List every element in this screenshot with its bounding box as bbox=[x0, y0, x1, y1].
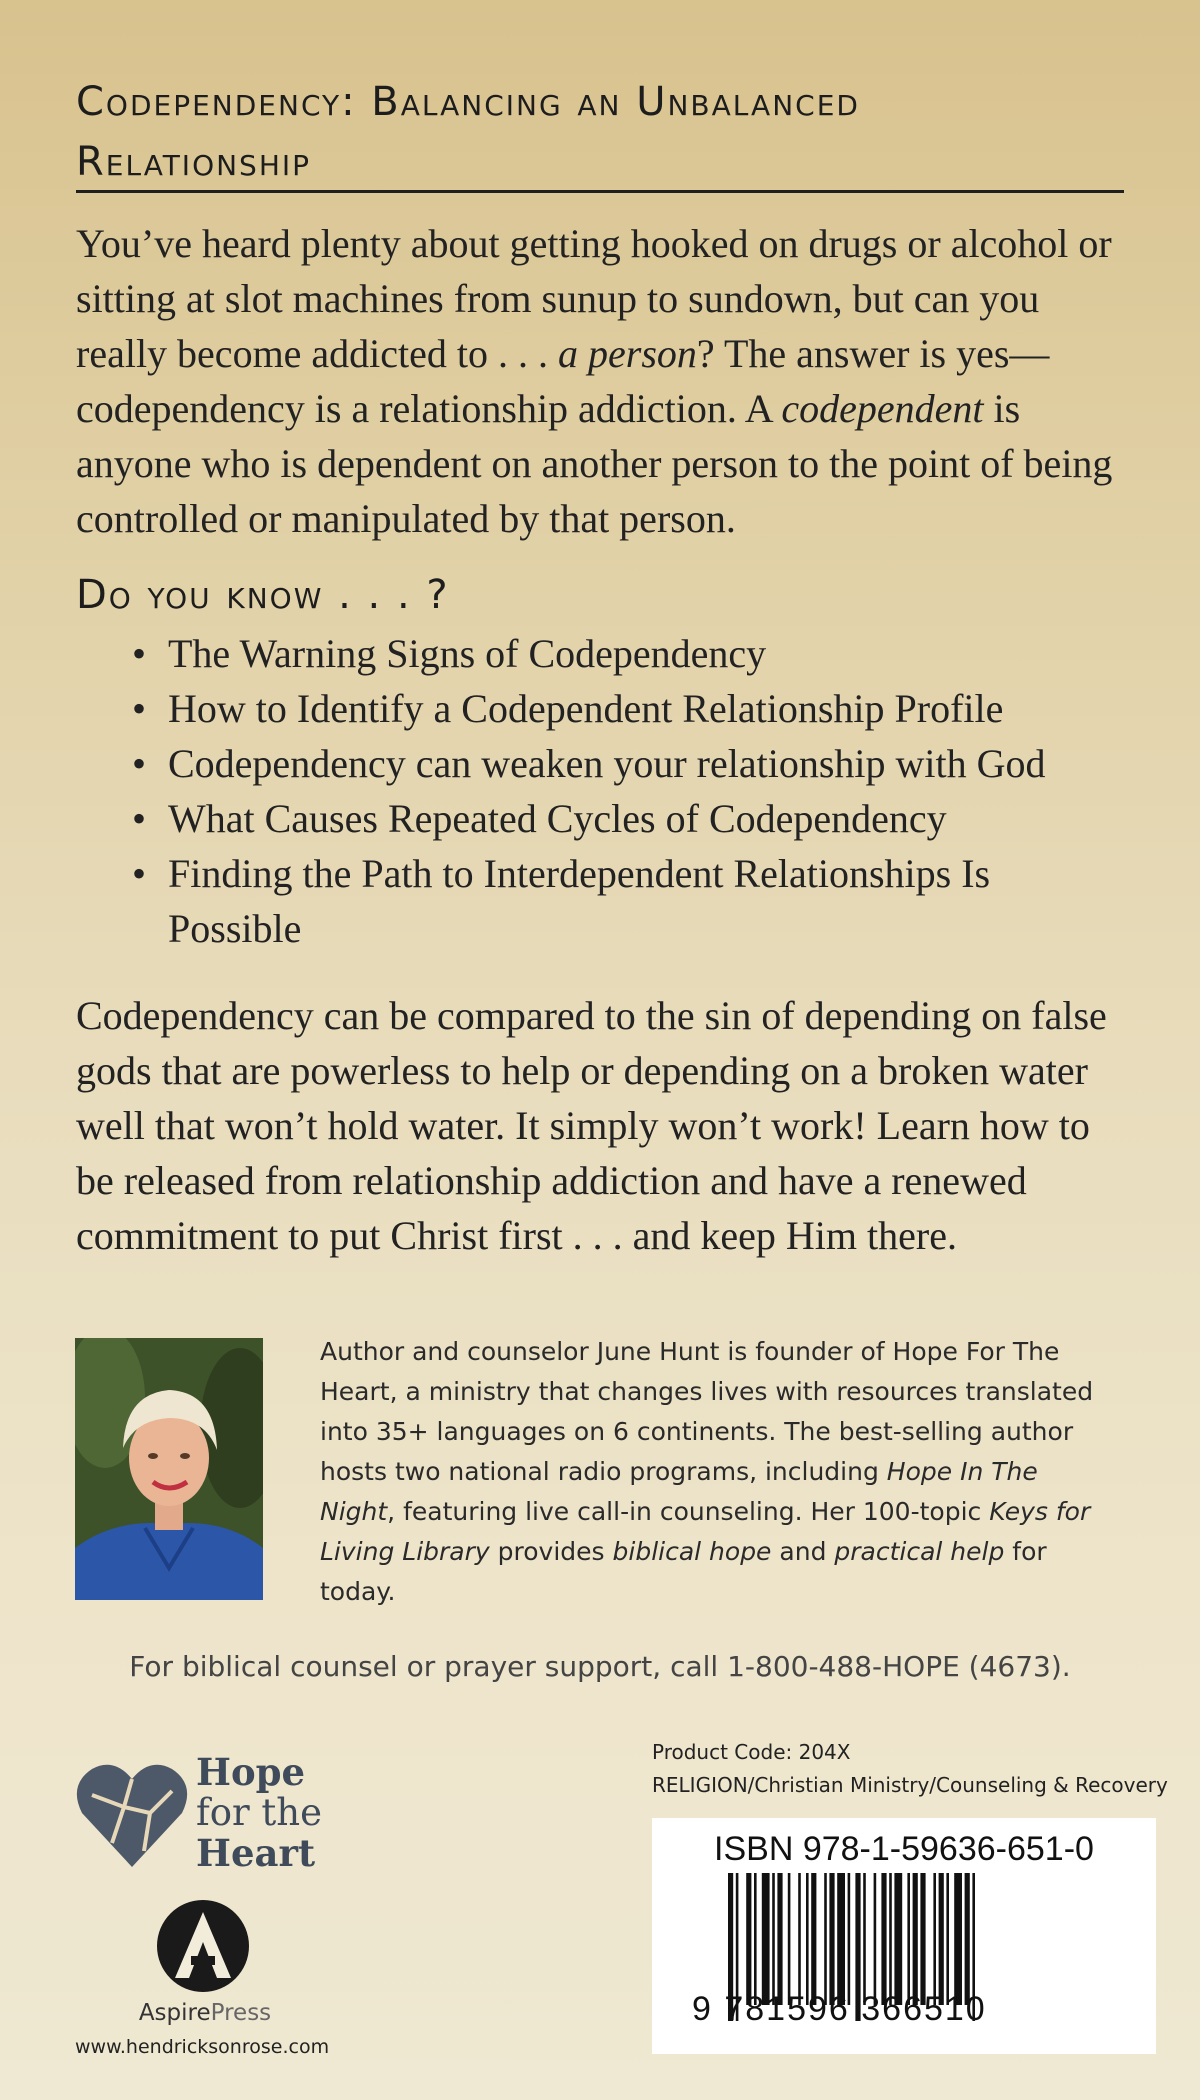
barcode-bar bbox=[965, 1873, 970, 2005]
barcode-bar bbox=[746, 1873, 751, 2005]
barcode-bar bbox=[798, 1873, 801, 2005]
barcode-bar bbox=[881, 1873, 886, 2005]
list-item: • Codependency can weaken your relationship with God bbox=[128, 736, 1168, 791]
barcode-panel bbox=[652, 1818, 1156, 2054]
heart-logo-icon bbox=[72, 1755, 192, 1875]
book-title-line1: Codependency: Balancing an Unbalanced bbox=[76, 79, 860, 125]
product-info bbox=[652, 1736, 1168, 1802]
barcode-digits: 9 781596 366510 bbox=[692, 1990, 987, 2028]
intro-text-3: is anyone who is dependent on another person to the point of being controlled or manipulated by that person. bbox=[76, 386, 1113, 541]
list-item: • What Causes Repeated Cycles of Codependency bbox=[128, 791, 1168, 846]
barcode-bar bbox=[777, 1873, 782, 2005]
intro-italic-1: a person bbox=[558, 331, 697, 376]
barcode-bar bbox=[762, 1873, 770, 2005]
product-code: Product Code: 204X bbox=[652, 1740, 851, 1764]
intro-text-1: You’ve heard plenty about getting hooked on drugs or alcohol or sitting at slot machines from sunup to sundown, but can you really become addicted to . . . bbox=[76, 221, 1112, 376]
barcode-bar bbox=[946, 1873, 949, 2005]
barcode-bar bbox=[933, 1873, 936, 2005]
product-category: RELIGION/Christian Ministry/Counseling & Recovery bbox=[652, 1773, 1168, 1797]
barcode-bar bbox=[920, 1873, 925, 2005]
barcode-bar bbox=[874, 1873, 877, 2005]
barcode-bar bbox=[889, 1873, 892, 2005]
barcode-bar bbox=[788, 1873, 791, 2005]
author-photo bbox=[75, 1338, 263, 1600]
barcode-bar bbox=[772, 1873, 775, 2005]
bullet-icon: • bbox=[132, 686, 147, 731]
barcode-bar bbox=[829, 1873, 834, 2005]
title-divider bbox=[76, 190, 1124, 193]
barcode-bar bbox=[848, 1873, 851, 2005]
counsel-phone-line: For biblical counsel or prayer support, call 1-800-488-HOPE (4673). bbox=[129, 1650, 1071, 1683]
bullet-icon: • bbox=[132, 631, 147, 676]
barcode-bar bbox=[754, 1873, 757, 2005]
barcode-bar bbox=[806, 1873, 809, 2005]
do-you-know-heading: Do you know . . . ? bbox=[76, 572, 450, 618]
bullet-list bbox=[128, 626, 1168, 956]
bullet-icon: • bbox=[132, 796, 147, 841]
barcode-bar bbox=[907, 1873, 910, 2005]
intro-italic-2: codependent bbox=[781, 386, 984, 431]
bullet-icon: • bbox=[132, 851, 147, 896]
barcode-bar bbox=[863, 1873, 866, 2005]
intro-text-2: ? The answer is yes—codependency is a relationship addiction. A bbox=[76, 331, 1050, 431]
aspire-press-name: AspirePress bbox=[138, 2000, 272, 2026]
intro-paragraph bbox=[76, 216, 1136, 546]
list-item: • The Warning Signs of Codependency bbox=[128, 626, 1168, 681]
barcode-bar bbox=[837, 1873, 845, 2005]
barcode-bar bbox=[894, 1873, 902, 2005]
aspire-press-logo-icon bbox=[155, 1898, 251, 1994]
author-portrait-icon bbox=[75, 1338, 263, 1600]
publisher-website: www.hendricksonrose.com bbox=[75, 2036, 330, 2058]
list-item: • How to Identify a Codependent Relationship Profile bbox=[128, 681, 1168, 736]
closing-paragraph: Codependency can be compared to the sin of depending on false gods that are powerless to help or depending on a broken water well that won’t hold water. It simply won’t work! Learn how to be released from relationship addiction and have a renewed commitment to put Christ first . . . and keep Him there. bbox=[76, 993, 1107, 1258]
barcode-bar bbox=[811, 1873, 816, 2005]
list-item: • Finding the Path to Interdependent Relationships Is Possible bbox=[128, 846, 1028, 956]
book-title-line2: Relationship bbox=[76, 139, 312, 185]
barcode-bar bbox=[913, 1873, 918, 2005]
isbn-text: ISBN 978-1-59636-651-0 bbox=[714, 1830, 1094, 1868]
barcode-bar bbox=[939, 1873, 944, 2005]
barcode-bar bbox=[824, 1873, 827, 2005]
book-title bbox=[76, 72, 1126, 192]
author-bio: Author and counselor June Hunt is founder of Hope For The Heart, a ministry that changes lives with resources translated into 35+ languages on 6 continents. The best-selling author hosts two national radio programs, including Hope In The Night, featuring live call-in counseling. Her 100-topic Keys for Living Library provides biblical hope and practical help for today. bbox=[320, 1337, 1094, 1606]
hope-for-the-heart-logo-text: Hope for the Heart bbox=[196, 1750, 323, 1875]
barcode-bar bbox=[954, 1873, 962, 2005]
bullet-icon: • bbox=[132, 741, 147, 786]
